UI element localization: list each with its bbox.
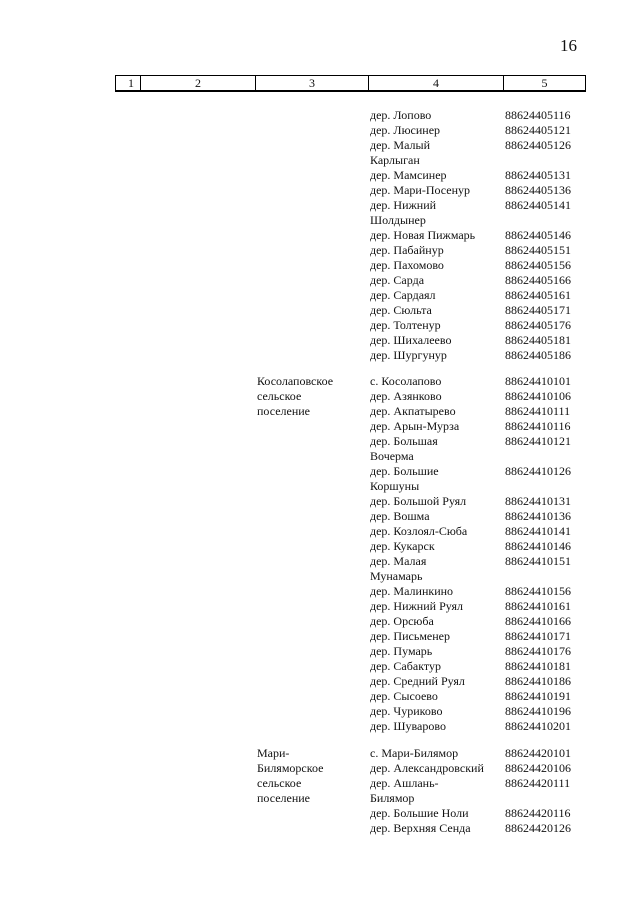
oktmo-code: 88624410101	[505, 374, 571, 388]
place-name-line: дер. Лопово	[370, 108, 432, 122]
place-name	[370, 318, 500, 333]
place-name-line: дер. Толтенур	[370, 318, 441, 332]
place-name-line: дер. Александровский	[370, 761, 484, 775]
oktmo-code: 88624405186	[505, 348, 571, 362]
places-column	[370, 108, 500, 363]
place-name-line: дер. Орсюба	[370, 614, 434, 628]
oktmo-code: 88624410161	[505, 599, 571, 613]
settlement-name-line: поселение	[257, 791, 311, 805]
oktmo-code: 88624405151	[505, 243, 571, 257]
place-name-line: Мунамарь	[370, 569, 423, 583]
place-name-line: дер. Большие Ноли	[370, 806, 469, 820]
place-name-line: дер. Азянково	[370, 389, 442, 403]
place-name	[370, 348, 500, 363]
place-name-line: дер. Вошма	[370, 509, 430, 523]
places-column	[370, 746, 500, 836]
place-name-line: Вочерма	[370, 449, 414, 463]
settlement-name-line: Косолаповское	[257, 374, 334, 388]
oktmo-code: 88624420126	[505, 821, 571, 835]
place-name	[370, 138, 500, 168]
place-name	[370, 288, 500, 303]
place-name	[370, 614, 500, 629]
place-name-line: дер. Шургунур	[370, 348, 447, 362]
place-name	[370, 333, 500, 348]
oktmo-code: 88624410191	[505, 689, 571, 703]
place-name	[370, 554, 500, 584]
place-name-line: Карлыган	[370, 153, 420, 167]
place-name-line: дер. Сарда	[370, 273, 425, 287]
oktmo-code: 88624410141	[505, 524, 571, 538]
oktmo-code: 88624420106	[505, 761, 571, 775]
codes-column	[505, 108, 595, 363]
place-name	[370, 629, 500, 644]
place-name	[370, 704, 500, 719]
header-col-4: 4	[369, 76, 504, 92]
oktmo-code: 88624405121	[505, 123, 571, 137]
codes-column	[505, 746, 595, 836]
oktmo-code: 88624410186	[505, 674, 571, 688]
codes-column	[505, 374, 595, 734]
place-name-line: дер. Акпатырево	[370, 404, 456, 418]
place-name-line: дер. Сюльта	[370, 303, 432, 317]
place-name	[370, 644, 500, 659]
oktmo-code: 88624420101	[505, 746, 571, 760]
oktmo-code: 88624410156	[505, 584, 571, 598]
header-col-3: 3	[256, 76, 369, 92]
place-name-line: дер. Кукарск	[370, 539, 435, 553]
place-name-line: Коршуны	[370, 479, 420, 493]
oktmo-code: 88624405116	[505, 108, 571, 122]
settlement-name-line: поселение	[257, 404, 311, 418]
place-name	[370, 183, 500, 198]
oktmo-code: 88624410121	[505, 434, 571, 448]
oktmo-code: 88624410126	[505, 464, 571, 478]
place-name	[370, 776, 500, 806]
place-name	[370, 374, 500, 389]
oktmo-code: 88624405156	[505, 258, 571, 272]
header-col-5: 5	[504, 76, 586, 92]
header-col-1: 1	[116, 76, 141, 92]
place-name-line: Шолдынер	[370, 213, 426, 227]
place-name-line: дер. Большой Руял	[370, 494, 467, 508]
places-column	[370, 374, 500, 734]
place-name	[370, 509, 500, 524]
place-name	[370, 273, 500, 288]
settlement-name	[257, 746, 362, 806]
settlement-name-line: сельское	[257, 389, 302, 403]
place-name	[370, 434, 500, 464]
oktmo-code: 88624410196	[505, 704, 571, 718]
place-name-line: дер. Чуриково	[370, 704, 443, 718]
oktmo-code: 88624410166	[505, 614, 571, 628]
place-name-line: дер. Малинкино	[370, 584, 454, 598]
place-name	[370, 539, 500, 554]
place-name-line: дер. Пахомово	[370, 258, 444, 272]
settlement-name	[257, 374, 362, 419]
oktmo-code: 88624405131	[505, 168, 571, 182]
place-name	[370, 464, 500, 494]
place-name-line: Билямор	[370, 791, 415, 805]
oktmo-code: 88624420111	[505, 776, 571, 790]
oktmo-code: 88624405146	[505, 228, 571, 242]
place-name-line: дер. Ашлань-	[370, 776, 439, 790]
settlement-name-line: Мари-	[257, 746, 290, 760]
oktmo-code: 88624410106	[505, 389, 571, 403]
place-name-line: дер. Арын-Мурза	[370, 419, 460, 433]
place-name	[370, 198, 500, 228]
place-name-line: с. Косолапово	[370, 374, 442, 388]
place-name	[370, 674, 500, 689]
place-name	[370, 821, 500, 836]
place-name	[370, 303, 500, 318]
place-name-line: дер. Малый	[370, 138, 431, 152]
oktmo-code: 88624410136	[505, 509, 571, 523]
place-name-line: дер. Сабактур	[370, 659, 441, 673]
oktmo-code: 88624410131	[505, 494, 571, 508]
oktmo-code: 88624405141	[505, 198, 571, 212]
place-name-line: дер. Сысоево	[370, 689, 438, 703]
place-name-line: дер. Мари-Посенур	[370, 183, 471, 197]
oktmo-code: 88624410111	[505, 404, 571, 418]
place-name	[370, 168, 500, 183]
oktmo-code: 88624410151	[505, 554, 571, 568]
oktmo-code: 88624405176	[505, 318, 571, 332]
page-number: 16	[560, 36, 577, 55]
oktmo-code: 88624405181	[505, 333, 571, 347]
settlement-name-line: Биляморское	[257, 761, 324, 775]
column-number-header	[115, 75, 586, 92]
place-name-line: дер. Верхняя Сенда	[370, 821, 471, 835]
place-name-line: дер. Пабайнур	[370, 243, 444, 257]
place-name	[370, 524, 500, 539]
place-name-line: дер. Люсинер	[370, 123, 441, 137]
place-name	[370, 389, 500, 404]
place-name	[370, 599, 500, 614]
place-name	[370, 123, 500, 138]
place-name-line: дер. Пумарь	[370, 644, 433, 658]
oktmo-code: 88624405126	[505, 138, 571, 152]
oktmo-code: 88624405136	[505, 183, 571, 197]
place-name-line: дер. Малая	[370, 554, 427, 568]
oktmo-code: 88624405166	[505, 273, 571, 287]
place-name	[370, 689, 500, 704]
place-name-line: с. Мари-Билямор	[370, 746, 459, 760]
place-name	[370, 108, 500, 123]
place-name	[370, 746, 500, 761]
place-name	[370, 419, 500, 434]
oktmo-code: 88624410176	[505, 644, 571, 658]
oktmo-code: 88624410146	[505, 539, 571, 553]
place-name	[370, 243, 500, 258]
place-name	[370, 719, 500, 734]
oktmo-code: 88624410116	[505, 419, 571, 433]
oktmo-code: 88624410181	[505, 659, 571, 673]
oktmo-code: 88624405171	[505, 303, 571, 317]
header-col-2: 2	[141, 76, 256, 92]
place-name-line: дер. Козлоял-Сюба	[370, 524, 468, 538]
place-name-line: дер. Средний Руял	[370, 674, 465, 688]
settlement-name-line: сельское	[257, 776, 302, 790]
place-name-line: дер. Новая Пижмарь	[370, 228, 476, 242]
oktmo-code: 88624410171	[505, 629, 571, 643]
place-name	[370, 258, 500, 273]
place-name-line: дер. Нижний Руял	[370, 599, 463, 613]
place-name	[370, 584, 500, 599]
place-name-line: дер. Письменер	[370, 629, 450, 643]
place-name	[370, 228, 500, 243]
place-name-line: дер. Большие	[370, 464, 439, 478]
oktmo-code: 88624420116	[505, 806, 571, 820]
oktmo-code: 88624410201	[505, 719, 571, 733]
place-name-line: дер. Нижний	[370, 198, 437, 212]
header-row	[116, 76, 586, 92]
place-name-line: дер. Мамсинер	[370, 168, 447, 182]
place-name	[370, 761, 500, 776]
place-name-line: дер. Шуварово	[370, 719, 446, 733]
oktmo-code: 88624405161	[505, 288, 571, 302]
place-name-line: дер. Шихалеево	[370, 333, 452, 347]
place-name	[370, 806, 500, 821]
place-name	[370, 494, 500, 509]
place-name-line: дер. Сардаял	[370, 288, 436, 302]
place-name	[370, 659, 500, 674]
place-name	[370, 404, 500, 419]
place-name-line: дер. Большая	[370, 434, 438, 448]
